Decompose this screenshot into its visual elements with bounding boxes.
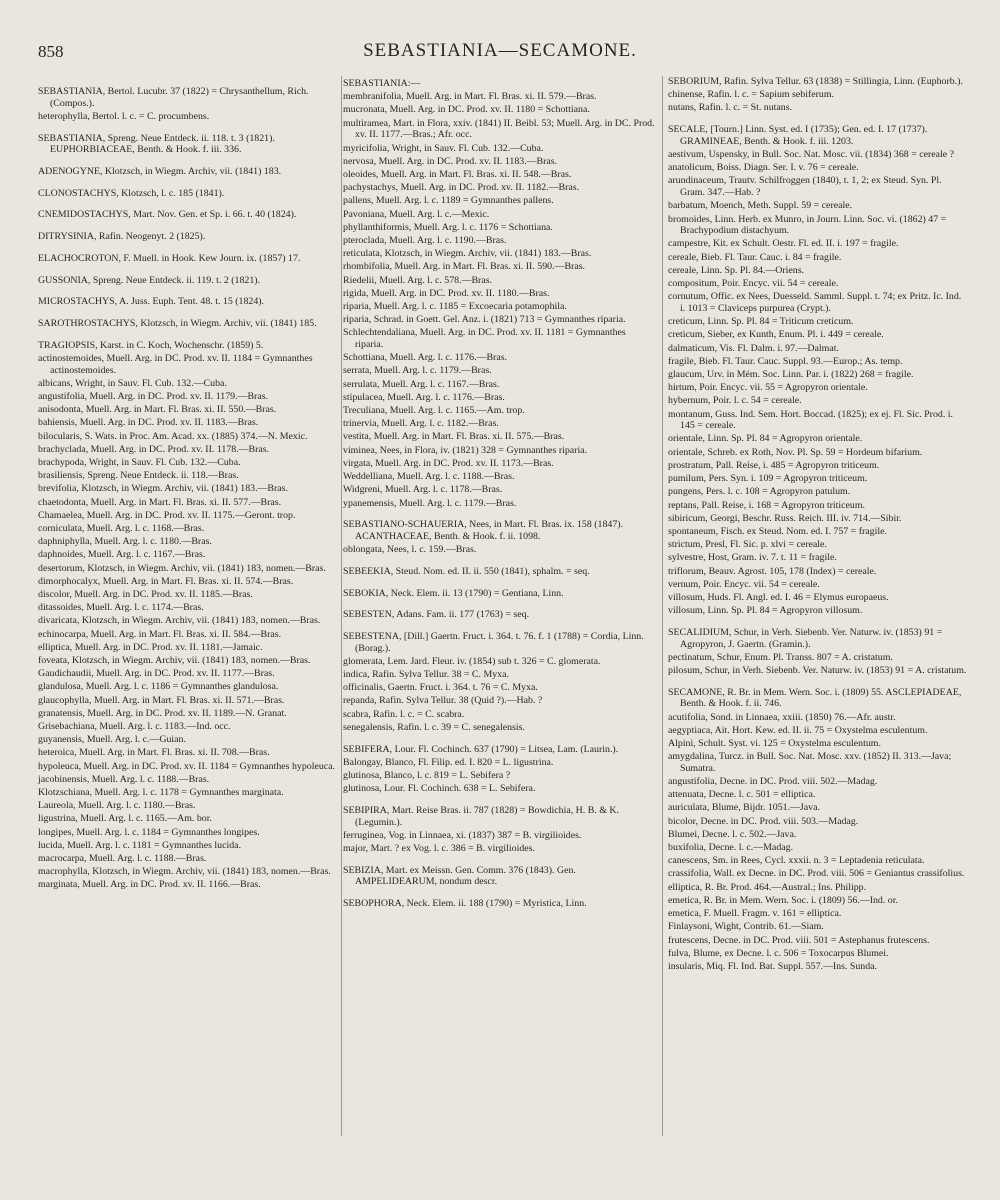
species-entry: bilocularis, S. Wats. in Proc. Am. Acad. xx. (1885) 374.—N. Mexic. (38, 430, 308, 442)
genus-entry: SECALE, [Tourn.] Linn. Syst. ed. I (1735); Gen. ed. I. 17 (1737). GRAMINEAE, Benth. & Hook. f. iii. 1203. (668, 124, 928, 147)
species-entry: crassifolia, Wall. ex Decne. in DC. Prod. viii. 506 = Geniantus crassifolius. (668, 868, 965, 880)
species-entry: acutifolia, Sond. in Linnaea, xxiii. (1850) 76.—Afr. austr. (668, 711, 896, 723)
genus-entry: SEBEEKIA, Steud. Nom. ed. II. ii. 550 (1841), sphalm. = seq. (343, 565, 590, 577)
species-entry: Riedelii, Muell. Arg. l. c. 578.—Bras. (343, 274, 493, 286)
species-entry: longipes, Muell. Arg. l. c. 1184 = Gymnanthes longipes. (38, 826, 260, 838)
species-entry: glaucophylla, Muell. Arg. in Mart. Fl. Bras. xi. II. 571.—Bras. (38, 694, 285, 706)
species-entry: creticum, Linn. Sp. Pl. 84 = Triticum creticum. (668, 316, 854, 328)
species-entry: echinocarpa, Muell. Arg. in Mart. Fl. Bras. xi. II. 584.—Bras. (38, 628, 282, 640)
species-entry: angustifolia, Decne. in DC. Prod. viii. 502.—Madag. (668, 776, 878, 788)
species-entry: elliptica, R. Br. Prod. 464.—Austral.; Ins. Philipp. (668, 881, 867, 893)
species-entry: serrulata, Muell. Arg. l. c. 1167.—Bras. (343, 378, 500, 390)
species-entry: multiramea, Mart. in Flora, xxiv. (1841) II. Beibl. 53; Muell. Arg. in DC. Prod. xv. II. 1177.—Bras.; Afr. occ. (343, 117, 655, 141)
species-entry: riparia, Muell. Arg. l. c. 1185 = Excoecaria potamophila. (343, 300, 567, 312)
species-entry: anatolicum, Boiss. Diagn. Ser. I. v. 76 = cereale. (668, 162, 859, 174)
species-entry: Laureola, Muell. Arg. l. c. 1180.—Bras. (38, 800, 196, 812)
species-entry: senegalensis, Rafin. l. c. 39 = C. senegalensis. (343, 721, 525, 733)
species-entry: pungens, Pers. l. c. 108 = Agropyron patulum. (668, 486, 851, 498)
species-entry: anisodonta, Muell. Arg. in Mart. Fl. Bras. xi. II. 550.—Bras. (38, 404, 277, 416)
species-entry: phyllanthiformis, Muell. Arg. l. c. 1176 = Schottiana. (343, 221, 553, 233)
species-entry: pumilum, Pers. Syn. i. 109 = Agropyron triticeum. (668, 473, 868, 485)
species-entry: vernum, Poir. Encyc. vii. 54 = cereale. (668, 578, 820, 590)
species-entry: fragile, Bieb. Fl. Taur. Cauc. Suppl. 93.—Europ.; As. temp. (668, 355, 903, 367)
species-entry: amygdalina, Turcz. in Bull. Soc. Nat. Mosc. xxv. (1852) II. 313.—Java; Sumatra. (668, 751, 952, 774)
genus-entry: SEBASTIANIA:— (343, 78, 421, 89)
genus-entry: SEBORIUM, Rafin. Sylva Tellur. 63 (1838) = Stillingia, Linn. (Euphorb.). (668, 76, 963, 87)
species-entry: cereale, Bieb. Fl. Taur. Cauc. i. 84 = fragile. (668, 251, 842, 263)
species-entry: brevifolia, Klotzsch, in Wiegm. Archiv, vii. (1841) 183.—Bras. (38, 483, 288, 495)
species-entry: myricifolia, Wright, in Sauv. Fl. Cub. 132.—Cuba. (343, 142, 544, 154)
species-entry: Schlechtendaliana, Muell. Arg. in DC. Prod. xv. II. 1181 = Gymnanthes riparia. (343, 327, 626, 351)
species-entry: Schottiana, Muell. Arg. l. c. 1176.—Bras. (343, 352, 508, 364)
genus-entry: SEBOPHORA, Neck. Elem. ii. 188 (1790) = Myristica, Linn. (343, 898, 587, 910)
species-entry: villosum, Huds. Fl. Angl. ed. I. 46 = Elymus europaeus. (668, 591, 889, 603)
species-entry: pilosum, Schur, in Verh. Siebenb. Ver. Naturw. iv. (1853) 91 = A. cristatum. (668, 664, 967, 676)
species-entry: desertorum, Klotzsch, in Wiegm. Archiv, vii. (1841) 183, nomen.—Bras. (38, 562, 326, 574)
genus-entry: SEBASTIANIA, Bertol. Lucubr. 37 (1822) = Chrysanthellum, Rich. (Compos.). (38, 86, 309, 109)
species-entry: elliptica, Muell. Arg. in DC. Prod. xv. II. 1181.—Jamaic. (38, 641, 263, 653)
species-entry: discolor, Muell. Arg. in DC. Prod. xv. II. 1185.—Bras. (38, 589, 253, 600)
species-entry: hybernum, Poir. l. c. 54 = cereale. (668, 395, 802, 407)
species-entry: scabra, Rafin. l. c. = C. scabra. (343, 708, 465, 720)
species-entry: campestre, Kit. ex Schult. Oestr. Fl. ed. II. i. 197 = fragile. (668, 238, 899, 250)
genus-entry: SECAMONE, R. Br. in Mem. Wern. Soc. i. (1809) 55. ASCLEPIADEAE, Benth. & Hook. f. ii. 746. (668, 686, 962, 710)
species-entry: attenuata, Decne. l. c. 501 = elliptica. (668, 789, 816, 801)
species-entry: glandulosa, Muell. Arg. l. c. 1186 = Gymnanthes glandulosa. (38, 681, 279, 693)
species-entry: mucronata, Muell. Arg. in DC. Prod. xv. II. 1180 = Schottiana. (343, 104, 590, 116)
genus-entry: CNEMIDOSTACHYS, Mart. Nov. Gen. et Sp. i. 66. t. 40 (1824). (38, 209, 297, 221)
column-1 (38, 86, 338, 893)
species-entry: brachypoda, Wright, in Sauv. Fl. Cub. 132.—Cuba. (38, 456, 241, 468)
species-entry: Alpini, Schult. Syst. vi. 125 = Oxystelma esculentum. (668, 737, 881, 749)
species-entry: Treculiana, Muell. Arg. l. c. 1165.—Am. trop. (343, 405, 525, 417)
species-entry: sylvestre, Host, Gram. iv. 7. t. 11 = fragile. (668, 552, 837, 564)
species-entry: macrophylla, Klotzsch, in Wiegm. Archiv, vii. (1841) 183, nomen.—Bras. (38, 866, 331, 878)
species-entry: granatensis, Muell. Arg. in DC. Prod. xv. II. 1189.—N. Granat. (38, 707, 287, 719)
species-entry: prostratum, Pall. Reise, i. 485 = Agropyron triticeum. (668, 459, 880, 471)
species-entry: cereale, Linn. Sp. Pl. 84.—Oriens. (668, 264, 805, 276)
species-entry: Finlaysoni, Wight, Contrib. 61.—Siam. (668, 921, 824, 933)
genus-entry: ELACHOCROTON, F. Muell. in Hook. Kew Journ. ix. (1857) 17. (38, 252, 301, 264)
species-entry: glaucum, Urv. in Mém. Soc. Linn. Par. i. (1822) 268 = fragile. (668, 368, 914, 380)
species-entry: arundinaceum, Trautv. Schilfroggen (1840), t. 1, 2; ex Steud. Syn. Pl. Gram. 347.—Hab. ? (668, 175, 942, 199)
species-entry: pallens, Muell. Arg. l. c. 1189 = Gymnanthes pallens. (343, 195, 554, 207)
genus-entry: GUSSONIA, Spreng. Neue Entdeck. ii. 119. t. 2 (1821). (38, 274, 261, 286)
species-entry: Balongay, Blanco, Fl. Filip. ed. I. 820 = L. ligustrina. (343, 756, 554, 768)
species-entry: dalmaticum, Vis. Fl. Dalm. i. 97.—Dalmat. (668, 342, 839, 354)
species-entry: Blumei, Decne. l. c. 502.—Java. (668, 828, 797, 840)
species-entry: insularis, Miq. Fl. Ind. Bat. Suppl. 557.—Ins. Sunda. (668, 960, 878, 972)
species-entry: aegyptiaca, Ait. Hort. Kew. ed. II. ii. 75 = Oxystelma esculentum. (668, 724, 928, 736)
species-entry: actinostemoides, Muell. Arg. in DC. Prod. xv. II. 1184 = Gymnanthes actinostemoides. (38, 352, 313, 376)
species-entry: montanum, Guss. Ind. Sem. Hort. Boccad. (1825); ex ej. Fl. Sic. Prod. i. 145 = cereale. (668, 408, 953, 432)
species-entry: pachystachys, Muell. Arg. in DC. Prod. xv. II. 1182.—Bras. (343, 182, 580, 194)
species-entry: ferruginea, Vog. in Linnaea, xi. (1837) 387 = B. virgilioides. (343, 829, 582, 841)
species-entry: guyanensis, Muell. Arg. l. c.—Guian. (38, 734, 186, 746)
species-entry: jacobinensis, Muell. Arg. l. c. 1188.—Bras. (38, 773, 210, 785)
species-entry: pteroclada, Muell. Arg. l. c. 1190.—Bras. (343, 234, 507, 246)
species-entry: dimorphocalyx, Muell. Arg. in Mart. Fl. Bras. xi. II. 574.—Bras. (38, 575, 294, 587)
genus-entry: ADENOGYNE, Klotzsch, in Wiegm. Archiv, vii. (1841) 183. (38, 166, 282, 178)
species-entry: spontaneum, Fisch. ex Steud. Nom. ed. I. 757 = fragile. (668, 525, 887, 537)
genus-entry: SEBASTIANIA, Spreng. Neue Entdeck. ii. 118. t. 3 (1821). EUPHORBIACEAE, Benth. & Hook. f. iii. 336. (38, 132, 275, 156)
species-entry: heterophylla, Bertol. l. c. = C. procumbens. (38, 110, 210, 122)
genus-entry: SEBASTIANO-SCHAUERIA, Nees, in Mart. Fl. Bras. ix. 158 (1847). ACANTHACEAE, Benth. & Hook. f. ii. 1098. (343, 519, 624, 542)
species-entry: nutans, Rafin. l. c. = St. nutans. (668, 102, 793, 114)
species-entry: chinense, Rafin. l. c. = Sapium sebiferum. (668, 89, 834, 101)
species-entry: ypanemensis, Muell. Arg. l. c. 1179.—Bras. (343, 497, 517, 509)
species-entry: ligustrina, Muell. Arg. l. c. 1165.—Am. bor. (38, 813, 212, 825)
species-entry: glomerata, Lem. Jard. Fleur. iv. (1854) sub t. 326 = C. glomerata. (343, 655, 601, 667)
genus-entry: SEBIFERA, Lour. Fl. Cochinch. 637 (1790) = Litsea, Lam. (Laurin.). (343, 743, 619, 755)
species-entry: Chamaelea, Muell. Arg. in DC. Prod. xv. II. 1175.—Geront. trop. (38, 509, 296, 521)
species-entry: barbatum, Moench, Meth. Suppl. 59 = cereale. (668, 200, 853, 212)
species-entry: rhombifolia, Muell. Arg. in Mart. Fl. Bras. xi. II. 590.—Bras. (343, 261, 586, 273)
page-title: SEBASTIANIA—SECAMONE. (363, 40, 637, 61)
species-entry: virgata, Muell. Arg. in DC. Prod. xv. II. 1173.—Bras. (343, 457, 554, 469)
species-entry: angustifolia, Muell. Arg. in DC. Prod. xv. II. 1179.—Bras. (38, 390, 269, 402)
species-entry: bicolor, Decne. in DC. Prod. viii. 503.—Madag. (668, 815, 859, 827)
species-entry: major, Mart. ? ex Vog. l. c. 386 = B. virgilioides. (343, 842, 535, 854)
species-entry: emetica, R. Br. in Mem. Wern. Soc. i. (1809) 56.—Ind. or. (668, 894, 898, 906)
species-entry: chaetodonta, Muell. Arg. in Mart. Fl. Bras. xi. II. 577.—Bras. (38, 496, 282, 508)
species-entry: reticulata, Klotzsch, in Wiegm. Archiv, vii. (1841) 183.—Bras. (343, 248, 592, 260)
species-entry: reptans, Pall. Reise, i. 168 = Agropyron triticeum. (668, 499, 866, 511)
genus-entry: SEBESTEN, Adans. Fam. ii. 177 (1763) = seq. (343, 609, 530, 621)
species-entry: corniculata, Muell. Arg. l. c. 1168.—Bras. (38, 522, 205, 534)
genus-entry: TRAGIOPSIS, Karst. in C. Koch, Wochenschr. (1859) 5. (38, 339, 264, 351)
species-entry: compositum, Poir. Encyc. vii. 54 = cereale. (668, 278, 839, 290)
species-entry: macrocarpa, Muell. Arg. l. c. 1188.—Bras. (38, 853, 207, 865)
species-entry: hirtum, Poir. Encyc. vii. 55 = Agropyron orientale. (668, 382, 868, 394)
species-entry: creticum, Sieber, ex Kunth, Enum. Pl. i. 449 = cereale. (668, 329, 884, 341)
species-entry: strictum, Presl, Fl. Sic. p. xlvi = cereale. (668, 539, 827, 551)
species-entry: bahiensis, Muell. Arg. in DC. Prod. xv. II. 1183.—Bras. (38, 417, 259, 429)
running-header (0, 40, 1000, 70)
species-entry: serrata, Muell. Arg. l. c. 1179.—Bras. (343, 365, 492, 377)
species-entry: orientale, Schreb. ex Roth, Nov. Pl. Sp. 59 = Hordeum bifarium. (668, 446, 923, 458)
species-entry: Pavoniana, Muell. Arg. l. c.—Mexic. (343, 208, 490, 220)
species-entry: aestivum, Uspensky, in Bull. Soc. Nat. Mosc. vii. (1834) 368 = cereale ? (668, 149, 955, 161)
species-entry: villosum, Linn. Sp. Pl. 84 = Agropyron villosum. (668, 605, 863, 617)
species-entry: frutescens, Decne. in DC. Prod. viii. 501 = Astephanus frutescens. (668, 934, 930, 946)
species-entry: hypoleuca, Muell. Arg. in DC. Prod. xv. II. 1184 = Gymnanthes hypoleuca. (38, 760, 336, 772)
species-entry: Weddelliana, Muell. Arg. l. c. 1188.—Bras. (343, 471, 515, 483)
species-entry: membranifolia, Muell. Arg. in Mart. Fl. Bras. xi. II. 579.—Bras. (343, 91, 597, 103)
species-entry: triflorum, Beauv. Agrost. 105, 178 (Index) = cereale. (668, 565, 877, 577)
species-entry: Widgreni, Muell. Arg. l. c. 1178.—Bras. (343, 484, 503, 496)
genus-entry: SEBESTENA, [Dill.] Gaertn. Fruct. i. 364. t. 76. f. 1 (1788) = Cordia, Linn. (Borag.). (343, 630, 644, 654)
page-number: 858 (38, 42, 64, 61)
species-entry: heteroica, Muell. Arg. in Mart. Fl. Bras. xi. II. 708.—Bras. (38, 747, 270, 759)
species-entry: lucida, Muell. Arg. l. c. 1181 = Gymnanthes lucida. (38, 839, 242, 851)
species-entry: auriculata, Blume, Bijdr. 1051.—Java. (668, 802, 820, 814)
genus-entry: MICROSTACHYS, A. Juss. Euph. Tent. 48. t. 15 (1824). (38, 296, 265, 308)
species-entry: orientale, Linn. Sp. Pl. 84 = Agropyron orientale. (668, 433, 863, 445)
genus-entry: SEBIZIA, Mart. ex Meissn. Gen. Comm. 376 (1843). Gen. AMPELIDEARUM, nondum descr. (343, 864, 576, 888)
species-entry: glutinosa, Blanco, l. c. 819 = L. Sebifera ? (343, 769, 511, 781)
species-entry: viminea, Nees, in Flora, iv. (1821) 328 = Gymnanthes riparia. (343, 444, 588, 456)
species-entry: Grisebachiana, Muell. Arg. l. c. 1183.—Ind. occ. (38, 721, 231, 733)
genus-entry: SAROTHROSTACHYS, Klotzsch, in Wiegm. Archiv, vii. (1841) 185. (38, 317, 317, 329)
column-rule (662, 76, 663, 1136)
species-entry: riparia, Schrad. in Goett. Gel. Anz. i. (1821) 713 = Gymnanthes riparia. (343, 314, 626, 326)
column-3 (668, 76, 968, 974)
species-entry: divaricata, Klotzsch, in Wiegm. Archiv, vii. (1841) 183, nomen.—Bras. (38, 615, 321, 627)
species-entry: fulva, Blume, ex Decne. l. c. 506 = Toxocarpus Blumei. (668, 947, 889, 959)
species-entry: albicans, Wright, in Sauv. Fl. Cub. 132.—Cuba. (38, 377, 227, 389)
species-entry: bromoides, Linn. Herb. ex Munro, in Journ. Linn. Soc. vi. (1862) 47 = Brachypodium distachyum. (668, 213, 947, 237)
species-entry: brasiliensis, Spreng. Neue Entdeck. ii. 118.—Bras. (38, 470, 239, 482)
genus-entry: DITRYSINIA, Rafin. Neogenyt. 2 (1825). (38, 231, 206, 243)
genus-entry: SEBOKIA, Neck. Elem. ii. 13 (1790) = Gentiana, Linn. (343, 587, 564, 599)
column-2 (343, 78, 656, 911)
species-entry: cornutum, Offic. ex Nees, Duesseld. Samml. Suppl. t. 74; ex Pritz. Ic. Ind. i. 1013 = Claviceps purpurea (Crypt.). (668, 291, 962, 314)
species-entry: sibiricum, Georgi, Beschr. Russ. Reich. III. iv. 714.—Sibir. (668, 512, 902, 524)
species-entry: daphnoides, Muell. Arg. l. c. 1167.—Bras. (38, 549, 206, 561)
species-entry: glutinosa, Lour. Fl. Cochinch. 638 = L. Sebifera. (343, 783, 536, 795)
species-entry: trinervia, Muell. Arg. l. c. 1182.—Bras. (343, 418, 499, 430)
species-entry: ditassoides, Muell. Arg. l. c. 1174.—Bras. (38, 602, 204, 614)
species-entry: pectinatum, Schur, Enum. Pl. Transs. 807 = A. cristatum. (668, 651, 893, 663)
species-entry: brachyclada, Muell. Arg. in DC. Prod. xv. II. 1178.—Bras. (38, 443, 270, 455)
species-entry: emetica, F. Muell. Fragm. v. 161 = elliptica. (668, 908, 842, 920)
species-entry: buxifolia, Decne. l. c.—Madag. (668, 842, 794, 854)
species-entry: Klotzschiana, Muell. Arg. l. c. 1178 = Gymnanthes marginata. (38, 787, 284, 799)
species-entry: canescens, Sm. in Rees, Cycl. xxxii. n. 3 = Leptadenia reticulata. (668, 855, 925, 867)
species-entry: oleoides, Muell. Arg. in Mart. Fl. Bras. xi. II. 548.—Bras. (343, 168, 572, 180)
genus-entry: CLONOSTACHYS, Klotzsch, l. c. 185 (1841). (38, 187, 225, 199)
species-entry: marginata, Muell. Arg. in DC. Prod. xv. II. 1166.—Bras. (38, 879, 261, 891)
species-entry: oblongata, Nees, l. c. 159.—Bras. (343, 544, 477, 556)
column-rule (341, 76, 342, 1136)
species-entry: nervosa, Muell. Arg. in DC. Prod. xv. II. 1183.—Bras. (343, 155, 558, 167)
species-entry: stipulacea, Muell. Arg. l. c. 1176.—Bras. (343, 391, 505, 403)
genus-entry: SECALIDIUM, Schur, in Verh. Siebenb. Ver. Naturw. iv. (1853) 91 = Agropyron, J. Gaertn. (Gramin.). (668, 626, 943, 650)
species-entry: Gaudichaudii, Muell. Arg. in DC. Prod. xv. II. 1177.—Bras. (38, 668, 275, 680)
species-entry: daphniphylla, Muell. Arg. l. c. 1180.—Bras. (38, 536, 212, 548)
species-entry: vestita, Muell. Arg. in Mart. Fl. Bras. xi. II. 575.—Bras. (343, 431, 565, 443)
species-entry: officinalis, Gaertn. Fruct. i. 364. t. 76 = C. Myxa. (343, 682, 538, 694)
species-entry: repanda, Rafin. Sylva Tellur. 38 (Quid ?).—Hab. ? (343, 695, 543, 707)
species-entry: indica, Rafin. Sylva Tellur. 38 = C. Myxa. (343, 669, 509, 681)
species-entry: rigida, Muell. Arg. in DC. Prod. xv. II. 1180.—Bras. (343, 287, 550, 299)
species-entry: foveata, Klotzsch, in Wiegm. Archiv, vii. (1841) 183, nomen.—Bras. (38, 655, 311, 667)
genus-entry: SEBIPIRA, Mart. Reise Bras. ii. 787 (1828) = Bowdichia, H. B. & K. (Legumin.). (343, 804, 620, 828)
